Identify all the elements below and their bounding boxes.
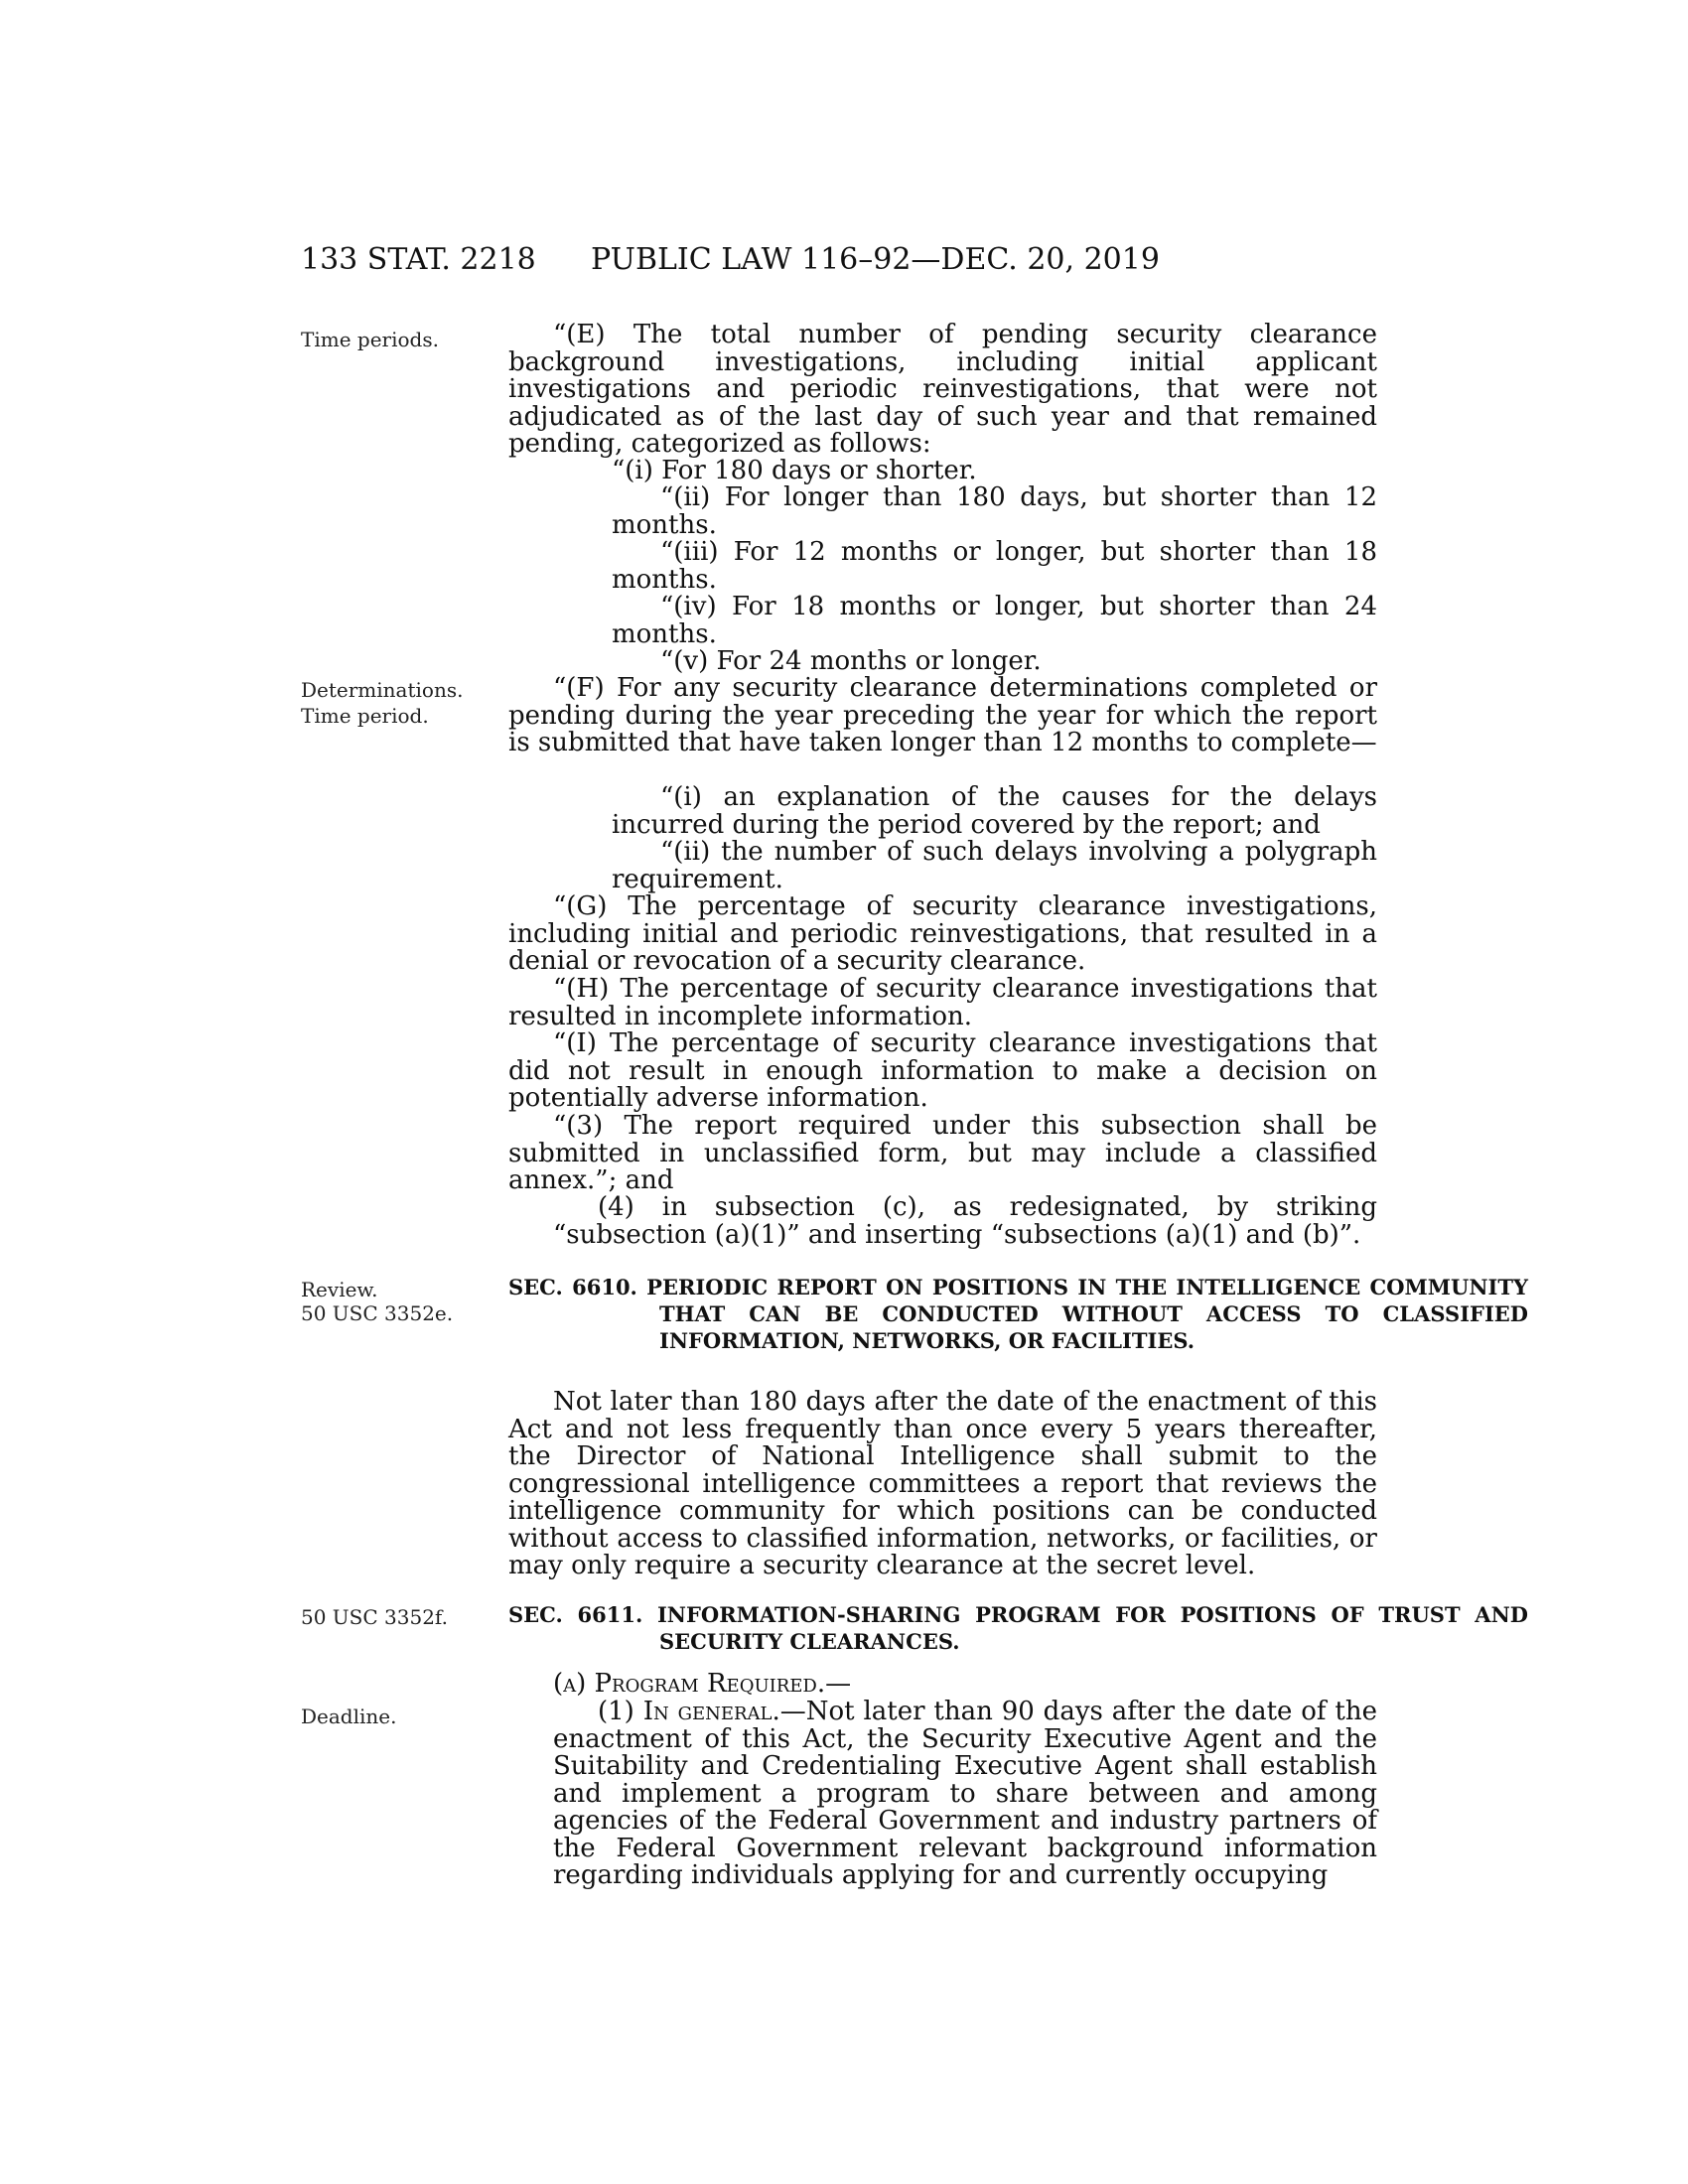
clause-e-iii: “(iii) For 12 months or longer, but shorter than 18 months. (612, 537, 1377, 595)
clause-e-ii: “(ii) For longer than 180 days, but shorter than 12 months. (612, 482, 1377, 540)
subparagraph-i: “(I) The percentage of security clearance investigations that did not result in enough information to make a decision on potentially adverse information. (508, 1028, 1377, 1113)
subparagraph-h: “(H) The percentage of security clearance investigations that resulted in incomplete information. (508, 974, 1377, 1031)
margin-note-usc-3352f: 50 USC 3352f. (301, 1605, 448, 1629)
section-6610-body: Not later than 180 days after the date of the enactment of this Act and not less frequently than once every 5 years thereafter, the Director of National Intelligence shall submit to the congressional intelligence committees a report that reviews the intelligence community for which positions can be conducted without access to classified information, networks, or facilities, or may only require a security clearance at the secret level. (508, 1387, 1377, 1580)
page-title: PUBLIC LAW 116–92—DEC. 20, 2019 (591, 242, 1160, 277)
clause-e-v: “(v) For 24 months or longer. (660, 646, 1042, 676)
section-6611-heading: SEC. 6611. INFORMATION-SHARING PROGRAM FOR POSITIONS OF TRUST AND SECURITY CLEARANCES. (508, 1602, 1528, 1654)
subsection-a-heading-text: (a) Program Required.— (553, 1669, 852, 1699)
paragraph-a1-lead: (1) In general.— (598, 1697, 806, 1726)
subparagraph-f: “(F) For any security clearance determinations completed or pending during the year preceding the year for which the report is submitted that have taken longer than 12 months to complete— (508, 673, 1377, 757)
clause-f-ii: “(ii) the number of such delays involving a polygraph requirement. (612, 837, 1377, 894)
margin-note-time-periods: Time periods. (301, 328, 439, 351)
clause-e-i: “(i) For 180 days or shorter. (612, 456, 977, 485)
subsection-a-heading (553, 1671, 1377, 1699)
margin-note-determinations: Determinations. (301, 678, 464, 702)
paragraph-4: (4) in subsection (c), as redesignated, by striking “subsection (a)(1)” and inserting “subsections (a)(1) and (b)”. (553, 1192, 1377, 1250)
section-6610-heading: SEC. 6610. PERIODIC REPORT ON POSITIONS IN THE INTELLIGENCE COMMUNITY THAT CAN BE CONDUCTED WITHOUT ACCESS TO CLASSIFIED INFORMATION, NETWORKS, OR FACILITIES. (508, 1275, 1528, 1353)
subparagraph-e: “(E) The total number of pending security clearance background investigations, including initial applicant investigations and periodic reinvestigations, that were not adjudicated as of the last day of such year and that remained pending, categorized as follows: (508, 320, 1377, 459)
paragraph-3: “(3) The report required under this subsection shall be submitted in unclassified form, but may include a classified annex.”; and (508, 1111, 1377, 1195)
margin-note-deadline: Deadline. (301, 1705, 397, 1728)
subparagraph-g: “(G) The percentage of security clearance investigations, including initial and periodic reinvestigations, that resulted in a denial or revocation of a security clearance. (508, 891, 1377, 976)
margin-note-time-period: Time period. (301, 704, 429, 728)
paragraph-a1-body: Not later than 90 days after the date of the enactment of this Act, the Security Executive Agent and the Suitability and Credentialing Executive Agent shall establish and implement a program to share between and among agencies of the Federal Government and industry partners of the Federal Government relevant background information regarding individuals applying for and currently occupying (553, 1697, 1377, 1890)
paragraph-a1 (553, 1699, 1377, 1890)
page-header (0, 242, 1688, 282)
clause-e-iv: “(iv) For 18 months or longer, but shorter than 24 months. (612, 592, 1377, 649)
stat-citation: 133 STAT. 2218 (301, 242, 536, 277)
clause-f-i: “(i) an explanation of the causes for the delays incurred during the period covered by the report; and (612, 782, 1377, 840)
margin-note-review: Review. (301, 1278, 378, 1301)
margin-note-usc-3352e: 50 USC 3352e. (301, 1301, 454, 1325)
